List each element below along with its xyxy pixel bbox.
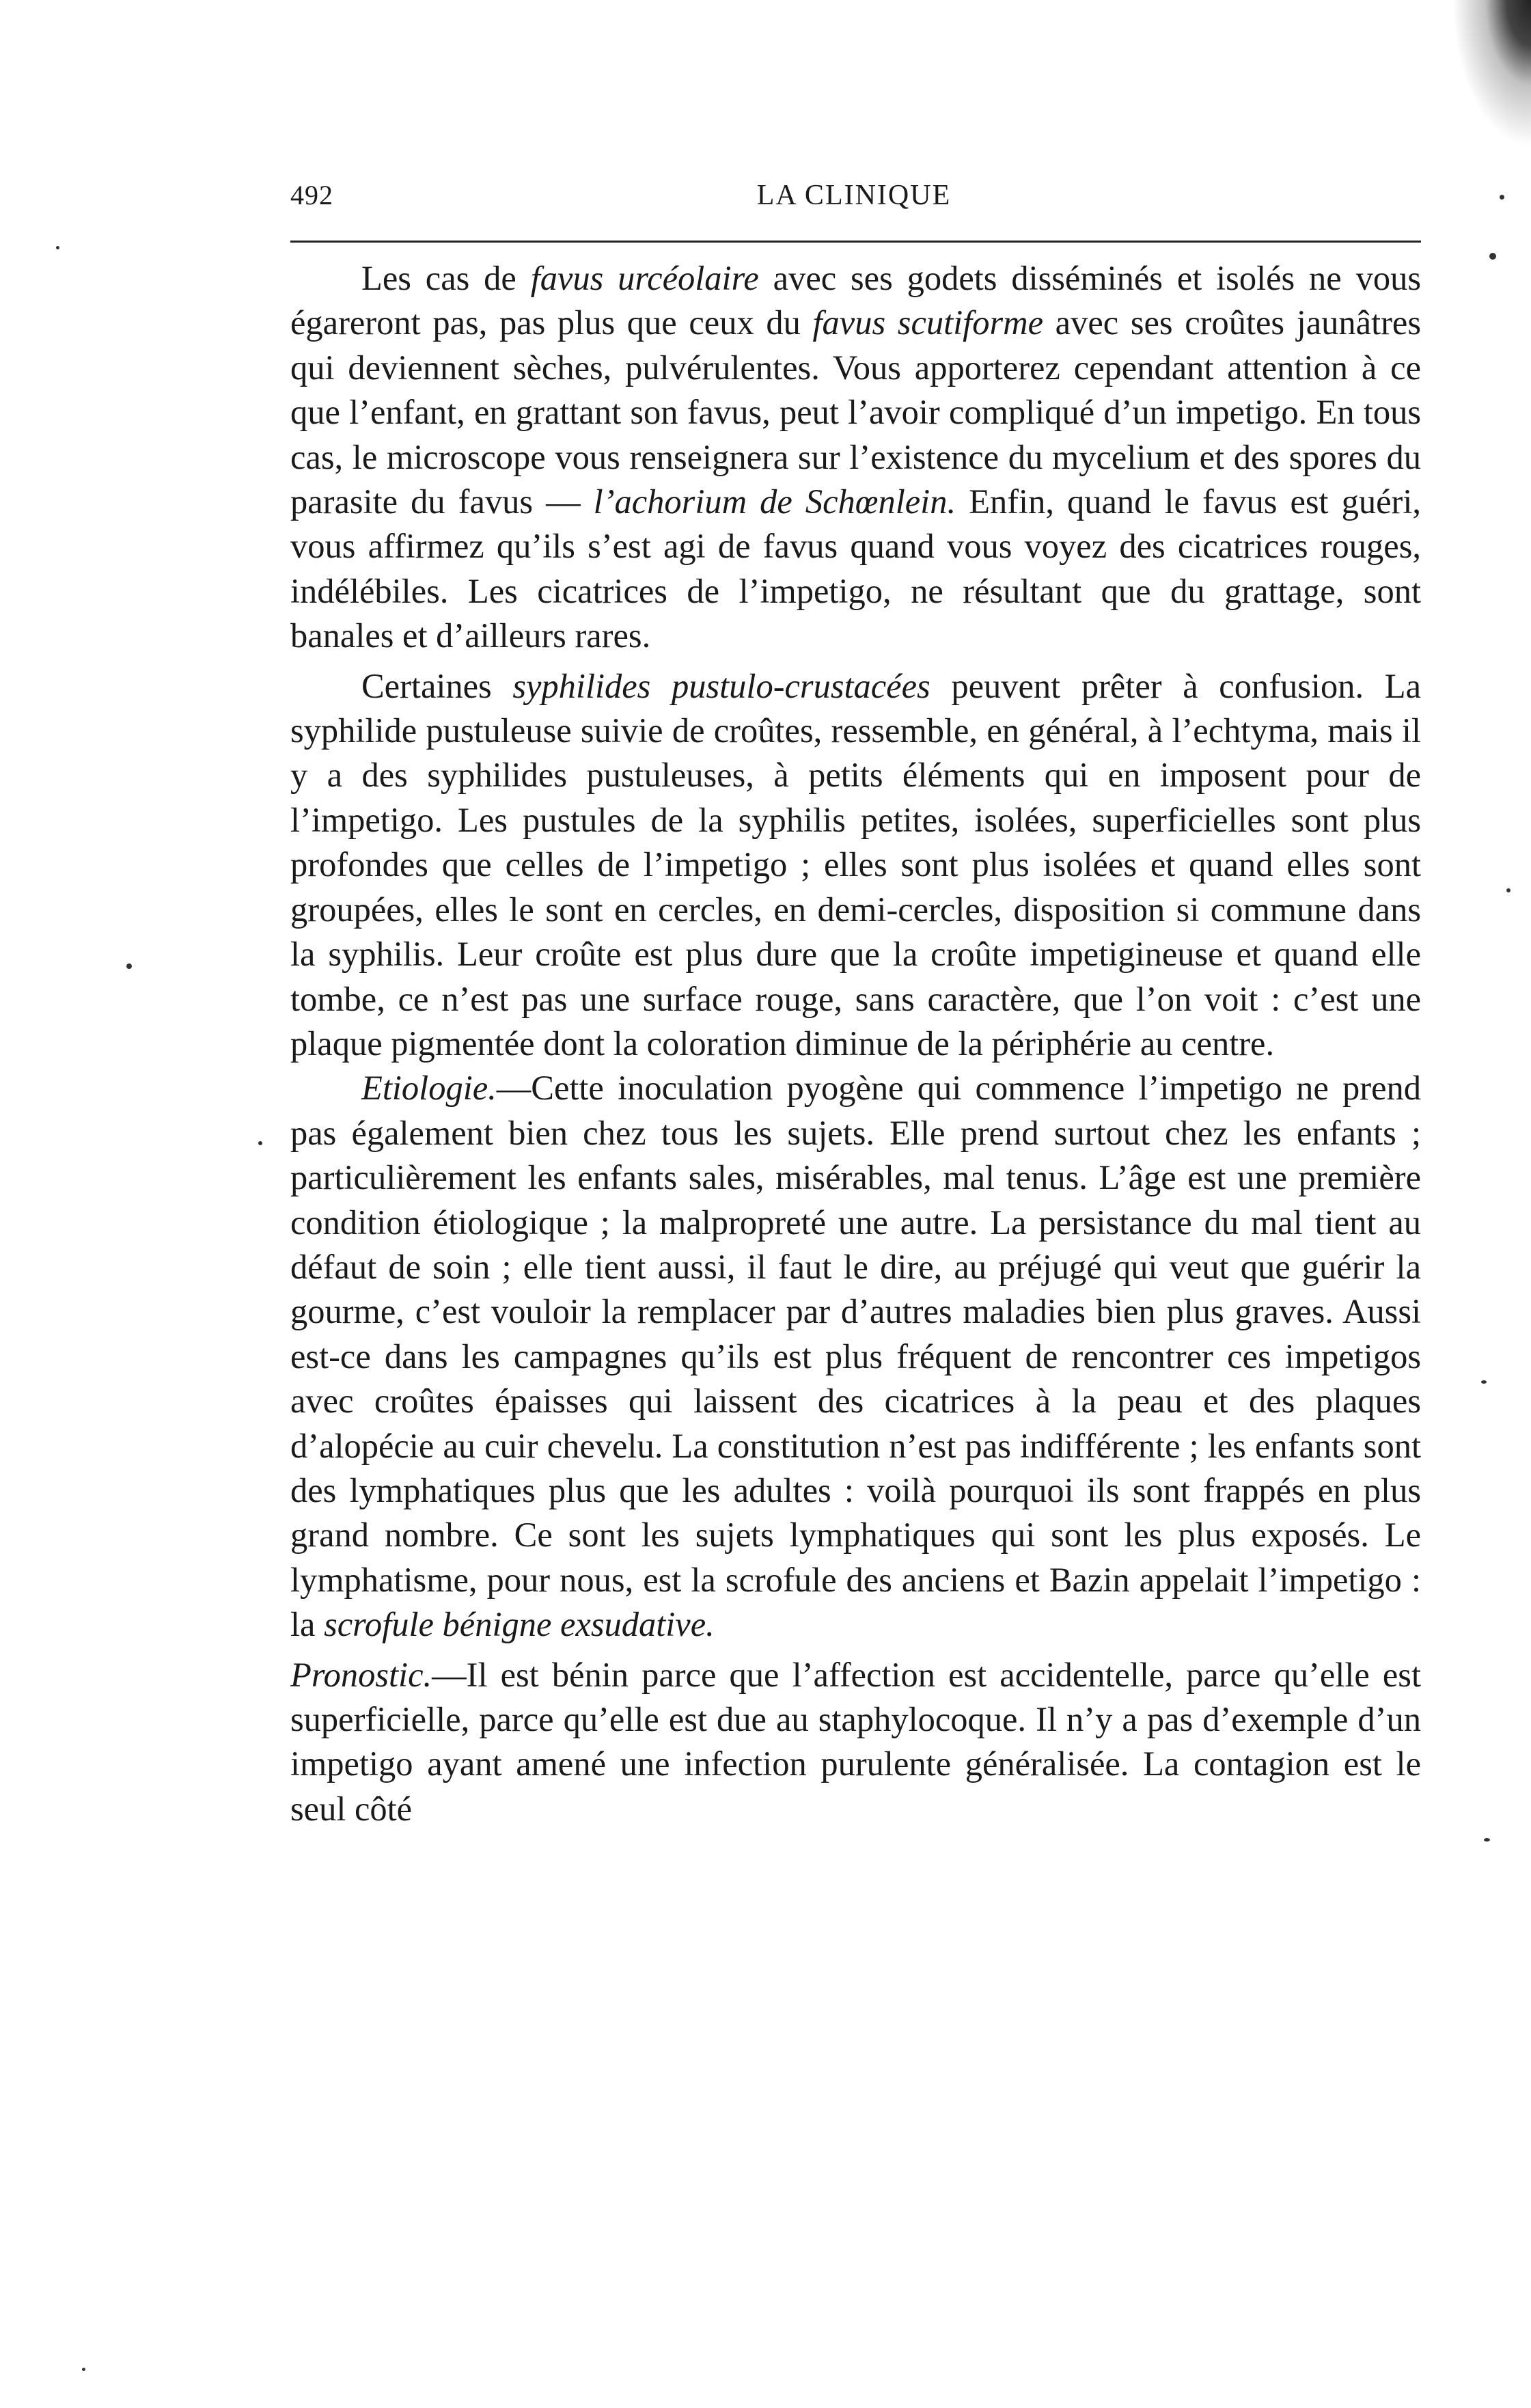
paragraph-pronostic <box>290 1653 1421 1832</box>
scan-speck <box>126 963 132 969</box>
italic-term: scrofule bénigne exsudative. <box>324 1605 715 1644</box>
scan-speck <box>1500 195 1504 200</box>
paragraph-syphilides <box>290 664 1421 1067</box>
page-number: 492 <box>290 180 333 210</box>
scan-edge-mark <box>1435 0 1531 178</box>
text-run: Certaines <box>361 666 513 705</box>
running-head <box>290 179 1418 220</box>
scan-speck <box>1481 1380 1487 1384</box>
text-run: —Il est bénin parce que l’affection est accidentelle, parce qu’elle est superficielle, parce qu’elle est due au staphylocoque. Il n’y a pas d’exemple d’un impetigo ayant amené une infection purulente généralisée. La contagion est le seul côté <box>290 1655 1421 1828</box>
text-run: avec ses godets disséminés et isolés ne vous égareront pas, pas plus que ceux du <box>290 259 1422 342</box>
section-heading: Pronostic. <box>290 1655 432 1694</box>
text-run: avec ses croûtes jaunâtres qui deviennent sèches, pulvérulentes. Vous apporterez cependant attention à ce que l’enfant, en grattant son favus, peut l’avoir compliqué d’un impetigo. En tous cas, le microscope vous renseignera sur l’existence du mycelium et des spores du parasite du favus — <box>290 303 1421 521</box>
header-rule <box>290 241 1421 243</box>
body-text <box>290 256 1421 1831</box>
italic-term: l’achorium de Schœnlein. <box>593 482 956 521</box>
scan-speck <box>1484 1838 1490 1842</box>
scan-speck <box>56 246 59 249</box>
scan-speck <box>1506 888 1511 892</box>
text-run: Enfin, quand le favus est guéri, vous affirmez qu’ils s’est agi de favus quand vous voyez des cicatrices rouges, indélébiles. Les cicatrices de l’impetigo, ne résultant que du grattage, sont banales et d’ailleurs rares. <box>290 482 1421 655</box>
scan-speck <box>258 1141 262 1145</box>
text-run: peuvent prêter à confusion. La syphilide pustuleuse suivie de croûtes, ressemble, en général, à l’echtyma, mais il y a des syphilides pustuleuses, à petits éléments qui en imposent pour de l’impetigo. Les pustules de la syphilis petites, isolées, superficielles sont plus profondes que celles de l’impetigo ; elles sont plus isolées et quand elles sont groupées, elles le sont en cercles, en demi-cercles, disposition si commune dans la syphilis. Leur croûte est plus dure que la croûte impetigineuse et quand elle tombe, ce n’est pas une surface rouge, sans caractère, que l’on voit : c’est une plaque pigmentée dont la coloration diminue de la périphérie au centre. <box>290 666 1421 1063</box>
italic-term: favus scutiforme <box>812 303 1043 342</box>
running-title: LA CLINIQUE <box>756 180 952 211</box>
italic-term: syphilides pustulo-crustacées <box>512 666 930 705</box>
scan-speck <box>82 2368 85 2371</box>
scan-speck <box>1489 253 1496 260</box>
text-run: Les cas de <box>361 259 531 297</box>
paragraph-etiologie <box>290 1066 1421 1647</box>
paragraph-favus <box>290 256 1421 659</box>
text-run: —Cette inoculation pyogène qui commence l’impetigo ne prend pas également bien chez tous les sujets. Elle prend surtout chez les enfants ; particulièrement les enfants sales, misérables, mal tenus. L’âge est une première condition étiologique ; la malpropreté une autre. La persistance du mal tient au défaut de soin ; elle tient aussi, il faut le dire, au préjugé qui veut que guérir la gourme, c’est vouloir la remplacer par d’autres maladies bien plus graves. Aussi est-ce dans les campagnes qu’ils est plus fréquent de rencontrer ces impetigos avec croûtes épaisses qui laissent des cicatrices à la peau et des plaques d’alopécie au cuir chevelu. La constitution n’est pas indifférente ; les enfants sont des lymphatiques plus que les adultes : voilà pourquoi ils sont frappés en plus grand nombre. Ce sont les sujets lymphatiques qui sont les plus exposés. Le lymphatisme, pour nous, est la scrofule des anciens et Bazin appelait l’impetigo : la <box>290 1069 1421 1644</box>
section-heading: Etiologie. <box>361 1069 497 1108</box>
italic-term: favus urcéolaire <box>530 259 759 297</box>
